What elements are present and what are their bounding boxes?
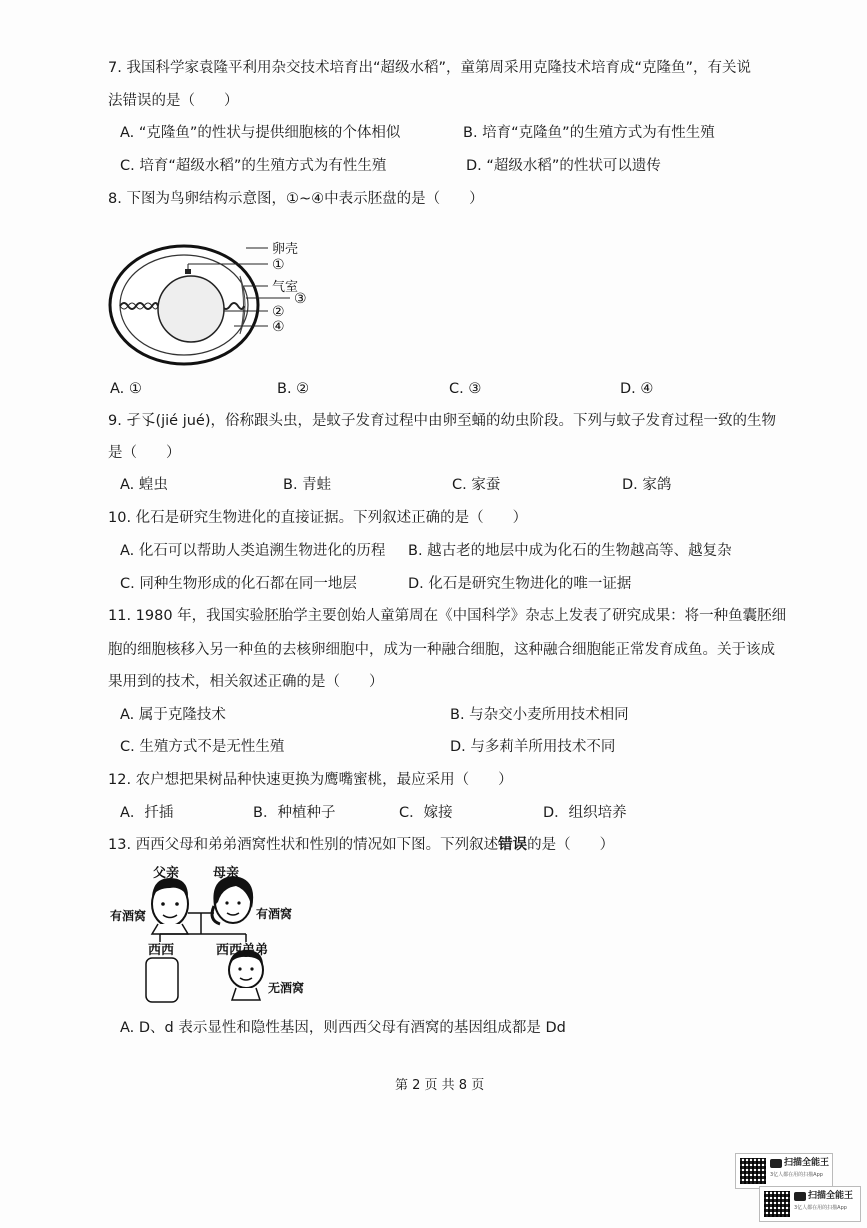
- scanner-watermark-2: [759, 1186, 861, 1222]
- q7-stem-line2: 法错误的是（ ）: [108, 93, 239, 109]
- q8-option-b: B. ②: [277, 381, 310, 397]
- q8-option-c: C. ③: [449, 381, 482, 397]
- q11-stem-line2: 胞的细胞核移入另一种鱼的去核卵细胞中，成为一种融合细胞，这种融合细胞能正常发育成鱼。关于该成: [108, 642, 775, 658]
- label-father-trait: 有酒窝: [110, 909, 147, 923]
- label-xixi: 西西: [148, 943, 175, 958]
- q11-stem-line3: 果用到的技术，相关叙述正确的是（ ）: [108, 674, 384, 690]
- scanner-logo-icon: [770, 1159, 782, 1168]
- label-brother: 西西弟弟: [216, 943, 269, 958]
- label-mother-trait: 有酒窝: [256, 907, 293, 921]
- q8-stem: 8. 下图为鸟卵结构示意图，①~④中表示胚盘的是（ ）: [108, 191, 484, 207]
- scanner-brand: 扫描全能王: [808, 1191, 854, 1201]
- q10-option-c: C. 同种生物形成的化石都在同一地层: [120, 576, 357, 592]
- yolk: [158, 276, 224, 342]
- bird-egg-diagram: [108, 236, 328, 376]
- label-air-cell: 气室: [272, 280, 299, 295]
- xixi-blank-box: [146, 958, 178, 1002]
- q12-option-d: D．组织培养: [543, 805, 627, 821]
- q9-stem-line2: 是（ ）: [108, 445, 181, 461]
- q13-stem-emphasis: 错误: [498, 837, 528, 853]
- q7-option-b: B. 培育“克隆鱼”的生殖方式为有性生殖: [463, 125, 715, 141]
- q12-stem: 12. 农户想把果树品种快速更换为鹰嘴蜜桃，最应采用（ ）: [108, 772, 513, 788]
- q8-option-a: A. ①: [110, 381, 142, 397]
- q7-option-c: C. 培育“超级水稻”的生殖方式为有性生殖: [120, 158, 387, 174]
- q10-option-a: A. 化石可以帮助人类追溯生物进化的历程: [120, 543, 386, 559]
- q9-option-d: D. 家鸽: [622, 477, 672, 493]
- q13-stem: [108, 835, 614, 855]
- q7-option-d: D. “超级水稻”的性状可以遗传: [466, 158, 661, 174]
- q11-option-a: A. 属于克隆技术: [120, 707, 226, 723]
- q12-option-a: A．扦插: [120, 805, 174, 821]
- label-mother: 母亲: [213, 866, 240, 881]
- q11-stem-line1: 11. 1980 年，我国实验胚胎学主要创始人童第周在《中国科学》杂志上发表了研究成果：将一种鱼囊胚细: [108, 608, 787, 624]
- qr-code-icon: [764, 1191, 790, 1217]
- label-2: ②: [272, 304, 285, 320]
- scanner-tagline: 3亿人都在用的扫描App: [770, 1172, 823, 1178]
- q11-option-d: D. 与多莉羊所用技术不同: [450, 739, 616, 755]
- page-footer: 第 2 页 共 8 页: [395, 1078, 485, 1093]
- label-shell: 卵壳: [272, 242, 299, 257]
- father-face: [152, 878, 188, 934]
- label-father: 父亲: [153, 866, 180, 881]
- q10-option-d: D. 化石是研究生物进化的唯一证据: [408, 576, 632, 592]
- q7-option-a: A. “克隆鱼”的性状与提供细胞核的个体相似: [120, 125, 401, 141]
- scanner-watermark-1: [735, 1153, 833, 1189]
- q12-option-c: C．嫁接: [399, 805, 453, 821]
- label-3: ③: [294, 291, 307, 307]
- scanner-logo-icon: [794, 1192, 806, 1201]
- q12-option-b: B．种植种子: [253, 805, 336, 821]
- q9-option-b: B. 青蛙: [283, 477, 332, 493]
- q13-stem-post: 的是（ ）: [527, 837, 615, 853]
- q11-option-c: C. 生殖方式不是无性生殖: [120, 739, 285, 755]
- q9-option-c: C. 家蚕: [452, 477, 501, 493]
- scanner-tagline: 3亿人都在用的扫描App: [794, 1205, 847, 1211]
- scanner-brand: 扫描全能王: [784, 1158, 830, 1168]
- label-brother-trait: 无酒窝: [268, 981, 305, 995]
- q13-stem-pre: 13. 西西父母和弟弟酒窝性状和性别的情况如下图。下列叙述: [108, 837, 499, 853]
- family-trait-diagram: [108, 862, 328, 1007]
- q8-option-d: D. ④: [620, 381, 654, 397]
- q10-stem: 10. 化石是研究生物进化的直接证据。下列叙述正确的是（ ）: [108, 510, 528, 526]
- mother-face: [212, 876, 253, 924]
- label-4: ④: [272, 319, 285, 335]
- q11-option-b: B. 与杂交小麦所用技术相同: [450, 707, 629, 723]
- q13-option-a: A. D、d 表示显性和隐性基因，则西西父母有酒窝的基因组成都是 Dd: [120, 1020, 566, 1036]
- label-1: ①: [272, 257, 285, 273]
- q9-option-a: A. 蝗虫: [120, 477, 168, 493]
- q9-stem-line1: 9. 孑孓(jié jué)，俗称跟头虫，是蚊子发育过程中由卵至蛹的幼虫阶段。下列与蚊子发育过程一致的生物: [108, 413, 776, 429]
- q7-stem-line1: 7. 我国科学家袁隆平利用杂交技术培育出“超级水稻”，童第周采用克隆技术培育成“克隆鱼”，有关说: [108, 60, 751, 76]
- q10-option-b: B. 越古老的地层中成为化石的生物越高等、越复杂: [408, 543, 732, 559]
- qr-code-icon: [740, 1158, 766, 1184]
